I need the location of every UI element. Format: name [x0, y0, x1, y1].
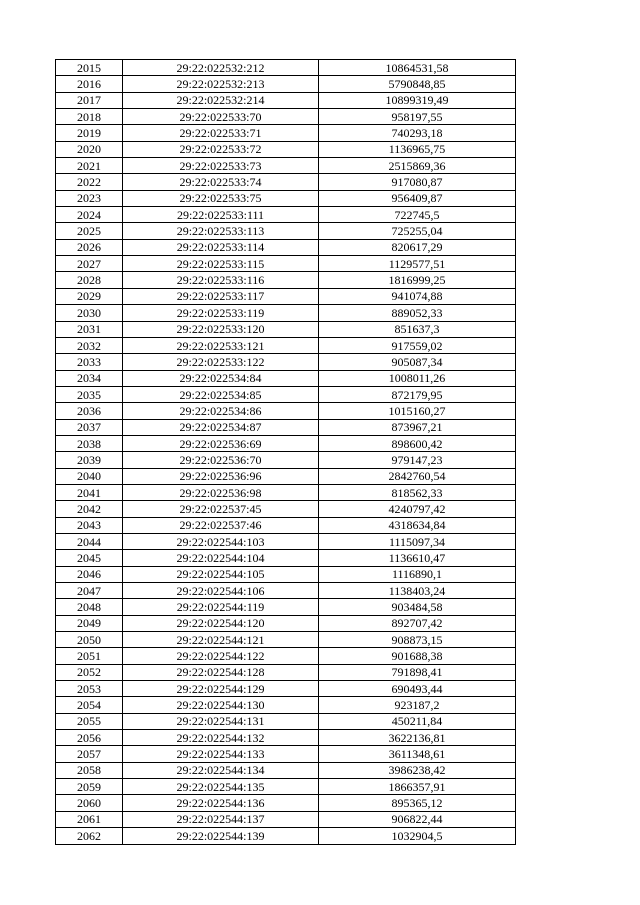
cadastral-number-cell: 29:22:022533:120 — [123, 321, 319, 337]
table-row — [56, 76, 516, 92]
cadastral-value-cell: 958197,55 — [319, 109, 516, 125]
table-row — [56, 403, 516, 419]
table-row — [56, 321, 516, 337]
row-number-cell: 2018 — [56, 109, 123, 125]
cadastral-number-cell: 29:22:022544:119 — [123, 599, 319, 615]
row-number-cell: 2025 — [56, 223, 123, 239]
row-number-cell: 2021 — [56, 158, 123, 174]
cadastral-value-cell: 1816999,25 — [319, 272, 516, 288]
table-row — [56, 92, 516, 108]
row-number-cell: 2055 — [56, 713, 123, 729]
cadastral-number-cell: 29:22:022532:213 — [123, 76, 319, 92]
cadastral-number-cell: 29:22:022544:106 — [123, 583, 319, 599]
row-number-cell: 2043 — [56, 517, 123, 533]
cadastral-number-cell: 29:22:022544:122 — [123, 648, 319, 664]
cadastral-value-cell: 3622136,81 — [319, 730, 516, 746]
row-number-cell: 2054 — [56, 697, 123, 713]
table-row — [56, 828, 516, 844]
cadastral-number-cell: 29:22:022544:134 — [123, 762, 319, 778]
table-row — [56, 109, 516, 125]
cadastral-number-cell: 29:22:022536:96 — [123, 468, 319, 484]
row-number-cell: 2024 — [56, 207, 123, 223]
table-row — [56, 468, 516, 484]
cadastral-number-cell: 29:22:022544:135 — [123, 779, 319, 795]
table-row — [56, 141, 516, 157]
cadastral-value-table — [55, 59, 516, 845]
cadastral-value-cell: 3611348,61 — [319, 746, 516, 762]
table-row — [56, 615, 516, 631]
cadastral-number-cell: 29:22:022536:69 — [123, 435, 319, 451]
table-row — [56, 681, 516, 697]
cadastral-number-cell: 29:22:022533:114 — [123, 239, 319, 255]
table-row — [56, 599, 516, 615]
row-number-cell: 2036 — [56, 403, 123, 419]
cadastral-value-cell: 1116890,1 — [319, 566, 516, 582]
cadastral-number-cell: 29:22:022544:120 — [123, 615, 319, 631]
cadastral-value-cell: 851637,3 — [319, 321, 516, 337]
row-number-cell: 2031 — [56, 321, 123, 337]
cadastral-value-cell: 917559,02 — [319, 337, 516, 353]
table-row — [56, 779, 516, 795]
table-row — [56, 501, 516, 517]
table-row — [56, 795, 516, 811]
row-number-cell: 2041 — [56, 484, 123, 500]
row-number-cell: 2029 — [56, 288, 123, 304]
cadastral-value-cell: 4240797,42 — [319, 501, 516, 517]
cadastral-number-cell: 29:22:022533:71 — [123, 125, 319, 141]
cadastral-value-cell: 872179,95 — [319, 386, 516, 402]
table-row — [56, 632, 516, 648]
cadastral-value-cell: 1136965,75 — [319, 141, 516, 157]
cadastral-value-cell: 791898,41 — [319, 664, 516, 680]
cadastral-number-cell: 29:22:022533:75 — [123, 190, 319, 206]
cadastral-value-cell: 941074,88 — [319, 288, 516, 304]
cadastral-number-cell: 29:22:022533:122 — [123, 354, 319, 370]
table-row — [56, 746, 516, 762]
cadastral-value-cell: 10899319,49 — [319, 92, 516, 108]
table-row — [56, 354, 516, 370]
row-number-cell: 2042 — [56, 501, 123, 517]
cadastral-value-cell: 725255,04 — [319, 223, 516, 239]
cadastral-value-cell: 818562,33 — [319, 484, 516, 500]
cadastral-value-cell: 690493,44 — [319, 681, 516, 697]
cadastral-number-cell: 29:22:022533:70 — [123, 109, 319, 125]
cadastral-number-cell: 29:22:022544:131 — [123, 713, 319, 729]
row-number-cell: 2040 — [56, 468, 123, 484]
row-number-cell: 2020 — [56, 141, 123, 157]
row-number-cell: 2028 — [56, 272, 123, 288]
row-number-cell: 2030 — [56, 305, 123, 321]
row-number-cell: 2052 — [56, 664, 123, 680]
cadastral-number-cell: 29:22:022544:128 — [123, 664, 319, 680]
row-number-cell: 2058 — [56, 762, 123, 778]
cadastral-number-cell: 29:22:022533:116 — [123, 272, 319, 288]
row-number-cell: 2061 — [56, 811, 123, 827]
table-row — [56, 583, 516, 599]
row-number-cell: 2035 — [56, 386, 123, 402]
table-row — [56, 550, 516, 566]
cadastral-value-cell: 450211,84 — [319, 713, 516, 729]
cadastral-number-cell: 29:22:022533:119 — [123, 305, 319, 321]
cadastral-value-cell: 820617,29 — [319, 239, 516, 255]
cadastral-number-cell: 29:22:022534:87 — [123, 419, 319, 435]
row-number-cell: 2016 — [56, 76, 123, 92]
cadastral-value-cell: 5790848,85 — [319, 76, 516, 92]
cadastral-number-cell: 29:22:022544:139 — [123, 828, 319, 844]
cadastral-value-cell: 4318634,84 — [319, 517, 516, 533]
cadastral-value-cell: 740293,18 — [319, 125, 516, 141]
cadastral-number-cell: 29:22:022544:121 — [123, 632, 319, 648]
table-row — [56, 190, 516, 206]
cadastral-value-cell: 903484,58 — [319, 599, 516, 615]
cadastral-value-cell: 956409,87 — [319, 190, 516, 206]
table-body — [56, 60, 516, 845]
row-number-cell: 2039 — [56, 452, 123, 468]
table-row — [56, 158, 516, 174]
cadastral-value-cell: 908873,15 — [319, 632, 516, 648]
cadastral-value-cell: 1032904,5 — [319, 828, 516, 844]
cadastral-value-cell: 979147,23 — [319, 452, 516, 468]
table-row — [56, 533, 516, 549]
cadastral-value-cell: 2842760,54 — [319, 468, 516, 484]
cadastral-number-cell: 29:22:022537:45 — [123, 501, 319, 517]
cadastral-value-cell: 923187,2 — [319, 697, 516, 713]
table-row — [56, 370, 516, 386]
cadastral-value-cell: 906822,44 — [319, 811, 516, 827]
cadastral-number-cell: 29:22:022533:73 — [123, 158, 319, 174]
cadastral-value-cell: 1136610,47 — [319, 550, 516, 566]
row-number-cell: 2034 — [56, 370, 123, 386]
cadastral-number-cell: 29:22:022534:86 — [123, 403, 319, 419]
table-row — [56, 648, 516, 664]
row-number-cell: 2050 — [56, 632, 123, 648]
cadastral-value-cell: 898600,42 — [319, 435, 516, 451]
row-number-cell: 2062 — [56, 828, 123, 844]
cadastral-value-cell: 889052,33 — [319, 305, 516, 321]
cadastral-number-cell: 29:22:022534:84 — [123, 370, 319, 386]
cadastral-number-cell: 29:22:022544:129 — [123, 681, 319, 697]
cadastral-value-cell: 2515869,36 — [319, 158, 516, 174]
cadastral-value-cell: 1866357,91 — [319, 779, 516, 795]
cadastral-number-cell: 29:22:022533:74 — [123, 174, 319, 190]
cadastral-number-cell: 29:22:022532:214 — [123, 92, 319, 108]
cadastral-number-cell: 29:22:022544:104 — [123, 550, 319, 566]
table-row — [56, 256, 516, 272]
row-number-cell: 2053 — [56, 681, 123, 697]
cadastral-number-cell: 29:22:022544:133 — [123, 746, 319, 762]
cadastral-value-cell: 873967,21 — [319, 419, 516, 435]
table-row — [56, 125, 516, 141]
cadastral-number-cell: 29:22:022536:98 — [123, 484, 319, 500]
row-number-cell: 2045 — [56, 550, 123, 566]
row-number-cell: 2059 — [56, 779, 123, 795]
table-row — [56, 337, 516, 353]
cadastral-number-cell: 29:22:022533:117 — [123, 288, 319, 304]
row-number-cell: 2057 — [56, 746, 123, 762]
row-number-cell: 2023 — [56, 190, 123, 206]
row-number-cell: 2033 — [56, 354, 123, 370]
cadastral-number-cell: 29:22:022536:70 — [123, 452, 319, 468]
cadastral-value-cell: 901688,38 — [319, 648, 516, 664]
table-row — [56, 484, 516, 500]
table-row — [56, 207, 516, 223]
row-number-cell: 2038 — [56, 435, 123, 451]
row-number-cell: 2027 — [56, 256, 123, 272]
cadastral-number-cell: 29:22:022537:46 — [123, 517, 319, 533]
cadastral-number-cell: 29:22:022533:115 — [123, 256, 319, 272]
cadastral-value-cell: 1138403,24 — [319, 583, 516, 599]
table-row — [56, 517, 516, 533]
cadastral-number-cell: 29:22:022544:132 — [123, 730, 319, 746]
cadastral-number-cell: 29:22:022544:136 — [123, 795, 319, 811]
table-row — [56, 762, 516, 778]
table-row — [56, 305, 516, 321]
cadastral-value-cell: 1115097,34 — [319, 533, 516, 549]
table-row — [56, 697, 516, 713]
row-number-cell: 2056 — [56, 730, 123, 746]
cadastral-number-cell: 29:22:022544:103 — [123, 533, 319, 549]
cadastral-number-cell: 29:22:022544:137 — [123, 811, 319, 827]
cadastral-number-cell: 29:22:022533:113 — [123, 223, 319, 239]
table-row — [56, 566, 516, 582]
cadastral-value-cell: 917080,87 — [319, 174, 516, 190]
table-row — [56, 223, 516, 239]
row-number-cell: 2051 — [56, 648, 123, 664]
cadastral-value-cell: 1015160,27 — [319, 403, 516, 419]
row-number-cell: 2032 — [56, 337, 123, 353]
row-number-cell: 2026 — [56, 239, 123, 255]
cadastral-value-cell: 892707,42 — [319, 615, 516, 631]
row-number-cell: 2037 — [56, 419, 123, 435]
cadastral-number-cell: 29:22:022533:72 — [123, 141, 319, 157]
cadastral-value-cell: 722745,5 — [319, 207, 516, 223]
row-number-cell: 2046 — [56, 566, 123, 582]
cadastral-value-cell: 1008011,26 — [319, 370, 516, 386]
table-row — [56, 60, 516, 76]
row-number-cell: 2019 — [56, 125, 123, 141]
cadastral-number-cell: 29:22:022534:85 — [123, 386, 319, 402]
cadastral-number-cell: 29:22:022544:130 — [123, 697, 319, 713]
table-row — [56, 272, 516, 288]
cadastral-value-cell: 10864531,58 — [319, 60, 516, 76]
table-row — [56, 174, 516, 190]
table-row — [56, 288, 516, 304]
row-number-cell: 2022 — [56, 174, 123, 190]
table-row — [56, 452, 516, 468]
row-number-cell: 2015 — [56, 60, 123, 76]
row-number-cell: 2049 — [56, 615, 123, 631]
cadastral-value-cell: 895365,12 — [319, 795, 516, 811]
table-row — [56, 730, 516, 746]
cadastral-value-cell: 1129577,51 — [319, 256, 516, 272]
table-row — [56, 419, 516, 435]
cadastral-number-cell: 29:22:022533:121 — [123, 337, 319, 353]
table-row — [56, 239, 516, 255]
row-number-cell: 2048 — [56, 599, 123, 615]
cadastral-number-cell: 29:22:022533:111 — [123, 207, 319, 223]
table-row — [56, 811, 516, 827]
row-number-cell: 2060 — [56, 795, 123, 811]
row-number-cell: 2047 — [56, 583, 123, 599]
table-row — [56, 386, 516, 402]
cadastral-value-cell: 3986238,42 — [319, 762, 516, 778]
table-row — [56, 435, 516, 451]
row-number-cell: 2044 — [56, 533, 123, 549]
row-number-cell: 2017 — [56, 92, 123, 108]
cadastral-number-cell: 29:22:022532:212 — [123, 60, 319, 76]
table-row — [56, 713, 516, 729]
cadastral-value-cell: 905087,34 — [319, 354, 516, 370]
table-row — [56, 664, 516, 680]
cadastral-number-cell: 29:22:022544:105 — [123, 566, 319, 582]
